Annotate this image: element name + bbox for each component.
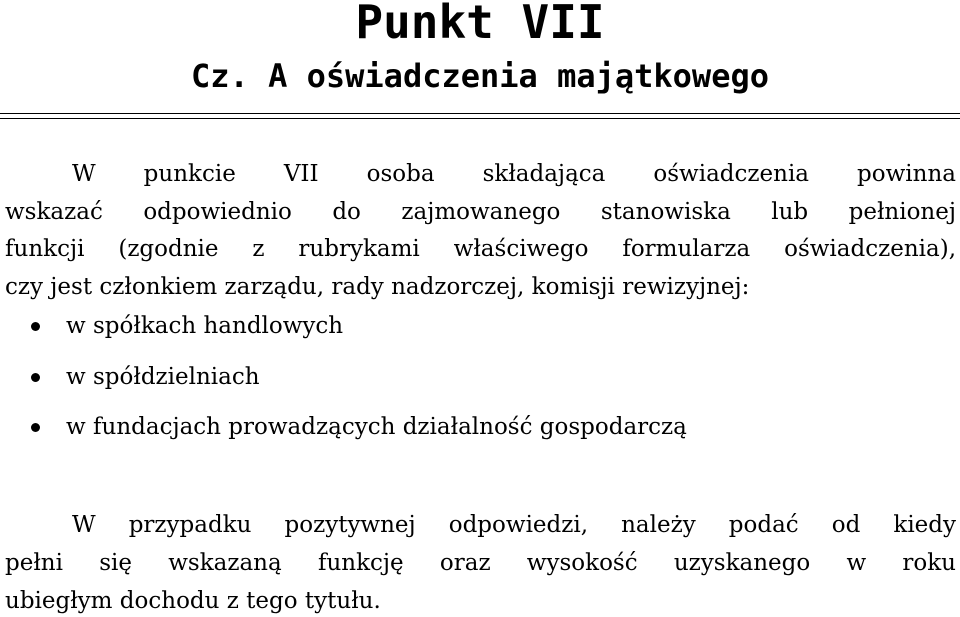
intro-line-1: W punkcie VII osoba składająca oświadczenia powinna (72, 161, 956, 187)
bullet-icon (31, 423, 40, 432)
double-rule-top (0, 113, 960, 114)
closing-line-2: pełni się wskazaną funkcję oraz wysokość uzyskanego w roku (5, 550, 956, 576)
intro-line-4: czy jest członkiem zarządu, rady nadzorczej, komisji rewizyjnej: (5, 274, 750, 300)
list-item-text: w spółkach handlowych (66, 313, 344, 339)
intro-line-3: funkcji (zgodnie z rubrykami właściwego formularza oświadczenia), (5, 236, 956, 262)
list-item (0, 363, 960, 393)
bullet-icon (31, 322, 40, 331)
bullet-icon (31, 373, 40, 382)
double-rule-bottom (0, 118, 960, 119)
list-item-text: w spółdzielniach (66, 364, 260, 390)
closing-line-3: ubiegłym dochodu z tego tytułu. (5, 588, 381, 614)
intro-line-2: wskazać odpowiednio do zajmowanego stanowiska lub pełnionej (5, 199, 956, 225)
list-item (0, 413, 960, 443)
page-title: Punkt VII (355, 0, 605, 49)
list-item (0, 312, 960, 342)
page-subtitle: Cz. A oświadczenia majątkowego (191, 57, 769, 95)
list-item-text: w fundacjach prowadzących działalność gospodarczą (66, 414, 687, 440)
closing-line-1: W przypadku pozytywnej odpowiedzi, należy podać od kiedy (72, 512, 956, 538)
